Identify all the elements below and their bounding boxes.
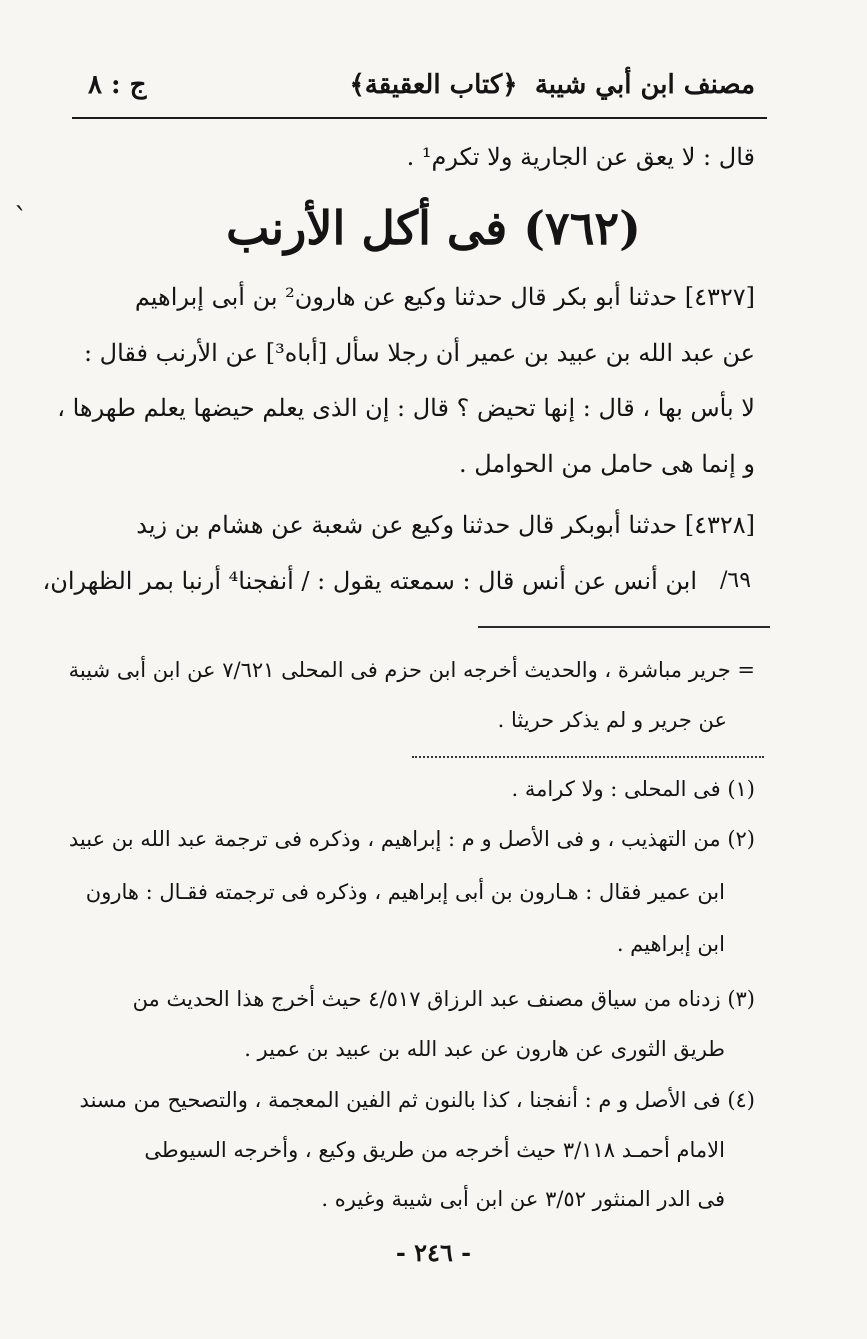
volume-number: ج : ٨ — [88, 70, 147, 100]
text-line: و إنما هى حامل من الحوامل . — [458, 450, 755, 478]
book-title: مصنف ابن أبي شيبة — [534, 70, 755, 100]
footnote: (١) فى المحلى : ولا كرامة . — [511, 777, 755, 801]
footnote-divider — [412, 756, 764, 758]
header-divider — [72, 117, 767, 119]
footnote: (٤) فى الأصل و م : أنفجنا ، كذا بالنون ثم الفين المعجمة ، والتصحيح من مسند — [79, 1088, 755, 1112]
continuation-line: عن جرير و لم يذكر حريثا . — [497, 708, 727, 732]
chapter-title: ﴿كتاب العقيقة﴾ — [349, 70, 518, 100]
margin-mark: ˋ — [14, 202, 28, 235]
text-line: [٤٣٢٧] حدثنا أبو بكر قال حدثنا وكيع عن هارون² بن أبى إبراهيم — [134, 283, 755, 311]
page-number: - ٢٤٦ - — [395, 1238, 472, 1267]
text-line: ابن أنس عن أنس قال : سمعته يقول : / أنفجنا⁴ أرنبا بمر الظهران، — [42, 567, 697, 595]
text-line: قال : لا يعق عن الجارية ولا تكرم¹ . — [406, 143, 755, 171]
page-marker: ٦٩/ — [720, 568, 752, 593]
footnote: (٢) من التهذيب ، و فى الأصل و م : إبراهيم ، وذكره فى ترجمة عبد الله بن عبيد — [68, 827, 755, 851]
footnote: ابن عمير فقال : هـارون بن أبى إبراهيم ، وذكره فى ترجمته فقـال : هارون — [85, 880, 725, 904]
section-heading: (٧٦٢) فى أكل الأرنب — [226, 201, 641, 255]
footnote: فى الدر المنثور ٣/٥٢ عن ابن أبى شيبة وغيره . — [321, 1187, 725, 1211]
footnote: ابن إبراهيم . — [616, 932, 725, 956]
footnote-divider — [478, 626, 770, 628]
text-line: [٤٣٢٨] حدثنا أبوبكر قال حدثنا وكيع عن شعبة عن هشام بن زيد — [136, 511, 755, 539]
footnote: الامام أحمـد ٣/١١٨ حيث أخرجه من طريق وكيع ، وأخرجه السيوطى — [144, 1138, 725, 1162]
text-line: لا بأس بها ، قال : إنها تحيض ؟ قال : إن الذى يعلم حيضها يعلم طهرها ، — [57, 394, 755, 422]
footnote: (٣) زدناه من سياق مصنف عبد الرزاق ٤/٥١٧ حيث أخرج هذا الحديث من — [132, 987, 755, 1011]
text-line: عن عبد الله بن عبيد بن عمير أن رجلا سأل [أباه³] عن الأرنب فقال : — [83, 339, 755, 367]
footnote: طريق الثورى عن هارون عن عبد الله بن عبيد بن عمير . — [244, 1037, 725, 1061]
continuation-line: = جرير مباشرة ، والحديث أخرجه ابن حزم فى المحلى ٧/٦٢١ عن ابن أبى شيبة — [68, 658, 755, 682]
